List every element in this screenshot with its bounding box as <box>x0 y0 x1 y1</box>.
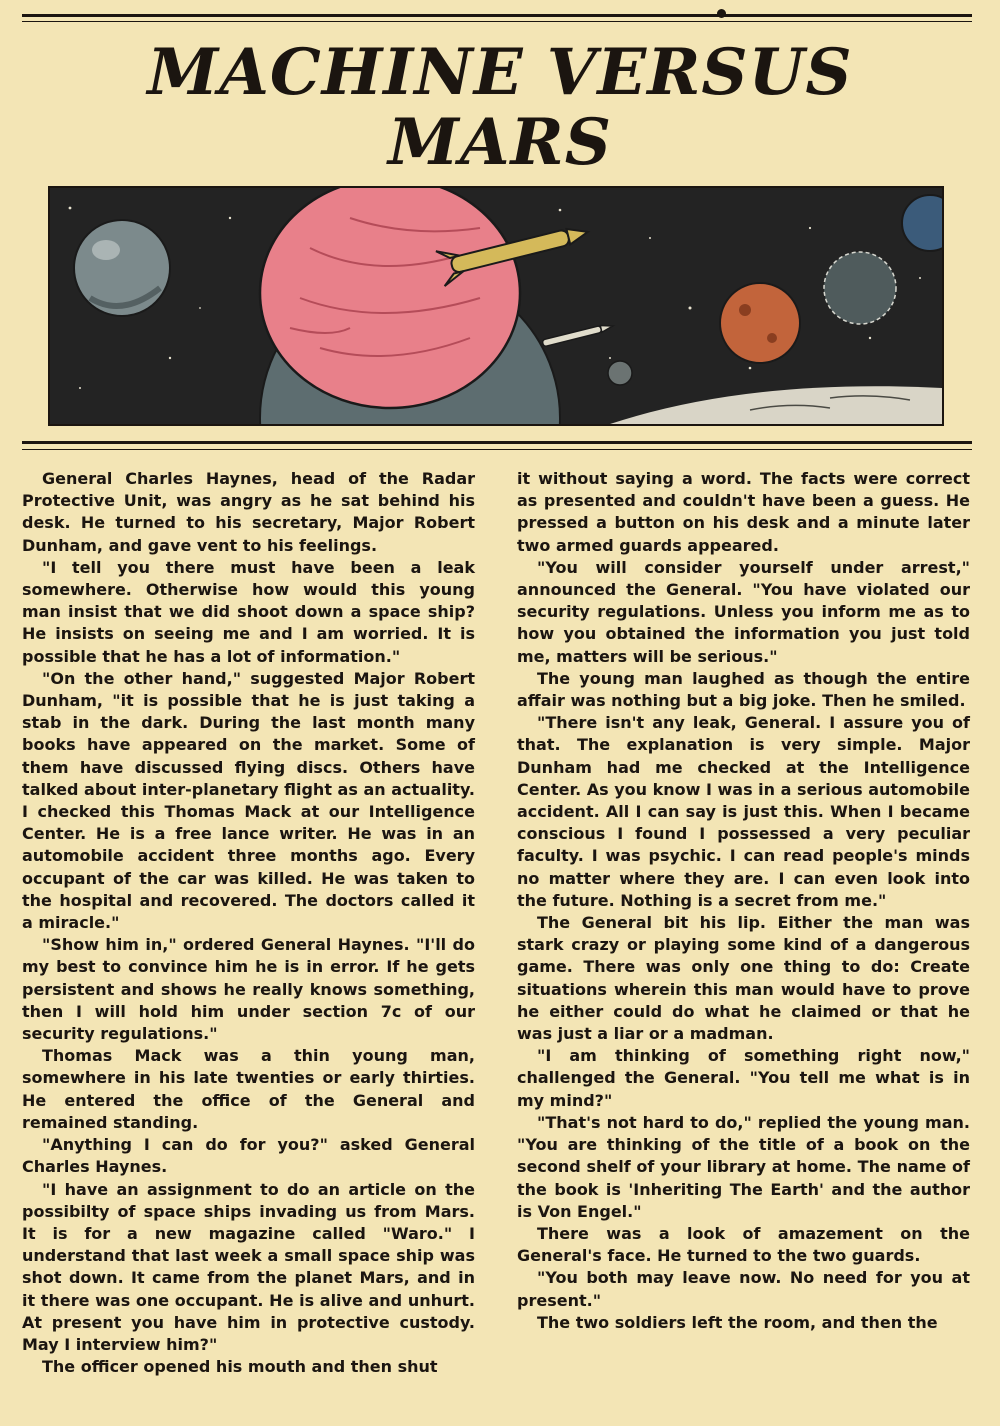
paragraph: Thomas Mack was a thin young man, somewhere in his late twenties or early thirties. He entered the office of the General and remained standing. <box>22 1046 475 1132</box>
paragraph: "There isn't any leak, General. I assure you of that. The explanation is very simple. Major Dunham had me checked at the Intelligence Center. As you know I was in a serious automobile accident. All I can say is just this. When I became conscious I found I possessed a very peculiar faculty. I was psychic. I can read people's minds no matter where they are. I can even look into the future. Nothing is a secret from me." <box>517 713 970 910</box>
paragraph: "I have an assignment to do an article on the possibilty of space ships invading us from Mars. It is for a new magazine called "Waro." I understand that last week a small space ship was shot down. It came from the planet Mars, and in it there was one occupant. He is alive and unhurt. At present you have him in protective custody. May I interview him?" <box>22 1179 475 1354</box>
paragraph-continuation: it without saying a word. The facts were correct as presented and couldn't have been a guess. He pressed a button on his desk and a minute later two armed guards appeared. <box>517 469 970 555</box>
title-line-2: MARS <box>388 105 612 180</box>
orange-planet <box>720 283 800 363</box>
right-grey-planet <box>824 252 896 324</box>
space-illustration <box>48 186 944 426</box>
paragraph: General Charles Haynes, head of the Radar Protective Unit, was angry as he sat behind his desk. He turned to his secretary, Major Robert Dunham, and gave vent to his feelings. <box>22 469 475 555</box>
paragraph: "On the other hand," suggested Major Robert Dunham, "it is possible that he is just taking a stab in the dark. During the last month many books have appeared on the market. Some of them have discussed flying discs. Others have talked about inter-planetary flight as an actuality. I checked this Thomas Mack at our Intelligence Center. He is a free lance writer. He was in an automobile accident three months ago. Every occupant of the car was killed. He was taken to the hospital and recovered. The doctors called it a miracle." <box>22 668 475 933</box>
top-rule-dot <box>717 9 726 18</box>
left-column <box>22 468 475 1378</box>
paragraph: "I tell you there must have been a leak somewhere. Otherwise how would this young man insist that we did shoot down a space ship? He insists on seeing me and I am worried. It is possible that he has a lot of information." <box>22 557 475 666</box>
mars-planet <box>260 188 520 408</box>
paragraph: The officer opened his mouth and then shut <box>42 1357 438 1377</box>
middle-double-rule <box>22 441 972 444</box>
title-line-1: MACHINE VERSUS <box>147 35 853 110</box>
paragraph: The young man laughed as though the entire affair was nothing but a big joke. Then he smiled. <box>517 668 970 711</box>
right-column <box>517 468 970 1334</box>
top-double-rule <box>22 14 972 17</box>
space-scene-svg <box>50 188 942 424</box>
paragraph: "Show him in," ordered General Haynes. "I'll do my best to convince him he is in error. If he gets persistent and shows he really knows something, then I will hold him under section 7c of our security regulations." <box>22 935 475 1044</box>
paragraph: The two soldiers left the room, and then the <box>537 1312 938 1332</box>
small-moon <box>608 361 632 385</box>
story-title <box>60 35 940 180</box>
paragraph: There was a look of amazement on the General's face. He turned to the two guards. <box>517 1223 970 1266</box>
left-moon <box>74 220 170 316</box>
paragraph: "Anything I can do for you?" asked General Charles Haynes. <box>22 1135 475 1177</box>
paragraph: "That's not hard to do," replied the young man. "You are thinking of the title of a book on the second shelf of your library at home. The name of the book is 'Inheriting The Earth' and the author is Von Engel." <box>517 1112 970 1221</box>
paragraph: "You both may leave now. No need for you at present." <box>517 1268 970 1310</box>
paragraph: The General bit his lip. Either the man was stark crazy or playing some kind of a dangerous game. There was only one thing to do: Create situations wherein this man would have to prove he either could do what he claimed or that he was just a liar or a madman. <box>517 913 970 1044</box>
paragraph: "You will consider yourself under arrest," announced the General. "You have violated our security regulations. Unless you inform me as to how you obtained the information you just told me, matters will be serious." <box>517 557 970 666</box>
paragraph: "I am thinking of something right now," challenged the General. "You tell me what is in my mind?" <box>517 1046 970 1110</box>
